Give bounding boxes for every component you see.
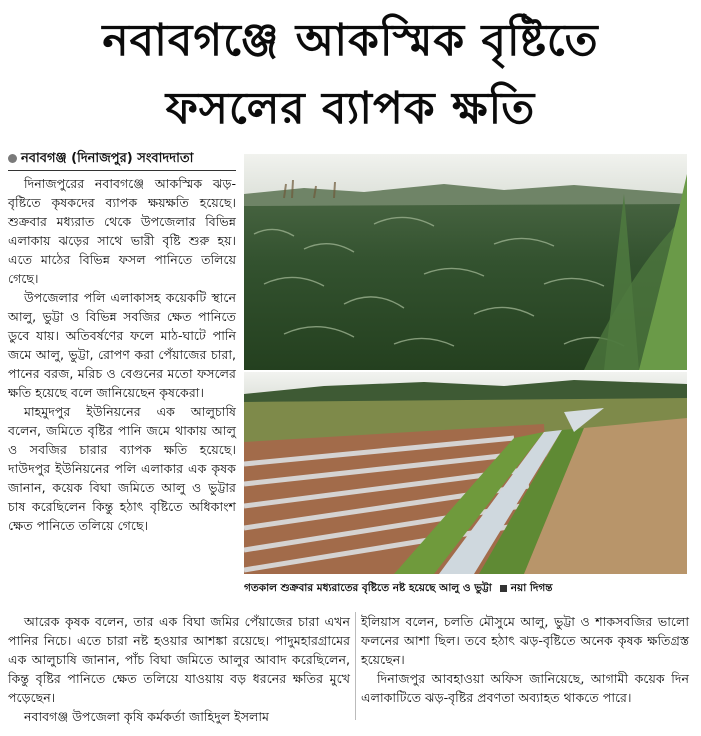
byline bbox=[8, 150, 236, 168]
article-column-bottom-right bbox=[361, 612, 689, 707]
column-divider bbox=[355, 612, 356, 720]
photo-waterlogged-potato-field bbox=[244, 372, 687, 574]
headline-line-1: নবাবগঞ্জে আকস্মিক বৃষ্টিতে bbox=[102, 15, 599, 66]
paragraph: দিনাজপুরের নবাবগঞ্জে আকস্মিক ঝড়-বৃষ্টিতে কৃষকদের ব্যাপক ক্ষয়ক্ষতি হয়েছে। শুক্রবার মধ্যরাত থেকে উপজেলার বিভিন্ন এলাকায় ঝড়ের সাথে ভারী বৃষ্টি শুরু হয়। এতে মাঠের বিভিন্ন ফসল পানিতে তলিয়ে গেছে। bbox=[8, 176, 236, 286]
paragraph: ইলিয়াস বলেন, চলতি মৌসুমে আলু, ভুট্টা ও শাকসবজির ভালো ফলনের আশা ছিল। তবে হঠাৎ ঝড়-বৃষ্টিতে অনেক কৃষক ক্ষতিগ্রস্ত হয়েছেন। bbox=[361, 614, 689, 667]
paragraph: আরেক কৃষক বলেন, তার এক বিঘা জমির পেঁয়াজের চারা এখন পানির নিচে। এতে চারা নষ্ট হওয়ার আশঙ্কা রয়েছে। পাদুমহারগ্রামের এক আলুচাষি জানান, পাঁচ বিঘা জমিতে আলুর আবাদ করেছিলেন, কিন্তু বৃষ্টির পানিতে ক্ষেত তলিয়ে যাওয়ায় বড় ধরনের ক্ষতির মুখে পড়েছেন। bbox=[8, 614, 350, 705]
headline-line-2: ফসলের ব্যাপক ক্ষতি bbox=[165, 83, 536, 134]
article-column-left bbox=[8, 174, 236, 535]
photo-caption bbox=[244, 580, 687, 596]
bullet-icon bbox=[8, 154, 17, 163]
paragraph: উপজেলার পলি এলাকাসহ কয়েকটি স্থানে আলু, ভুট্টা ও বিভিন্ন সবজির ক্ষেত পানিতে ডুবে যায়। অতিবর্ষণের ফলে মাঠ-ঘাটে পানি জমে আলু, ভুট্টা, রোপণ করা পেঁয়াজের চারা, পানের বরজ, মরিচ ও বেগুনের মতো ফসলের ক্ষতি হয়েছে বলে জানিয়েছেন কৃষকেরা। bbox=[8, 290, 236, 400]
byline-text: নবাবগঞ্জ (দিনাজপুর) সংবাদদাতা bbox=[21, 151, 194, 166]
caption-text: গতকাল শুক্রবার মধ্যরাতের বৃষ্টিতে নষ্ট হয়েছে আলু ও ভুট্টা bbox=[244, 582, 492, 594]
byline-divider bbox=[8, 170, 236, 171]
paragraph: দিনাজপুর আবহাওয়া অফিস জানিয়েছে, আগামী কয়েক দিন এলাকাটিতে ঝড়-বৃষ্টির প্রবণতা অব্যাহত থাকতে পারে। bbox=[361, 671, 689, 705]
paragraph: মাহমুদপুর ইউনিয়নের এক আলুচাষি বলেন, জমিতে বৃষ্টির পানি জমে থাকায় আলু ও সবজির চারার ব্যাপক ক্ষতি হয়েছে। দাউদপুর ইউনিয়নের পলি এলাকার এক কৃষক জানান, কয়েক বিঘা জমিতে আলু ও ভুট্টার চাষ করেছিলেন কিন্তু হঠাৎ বৃষ্টিতে অধিকাংশ ক্ষেত পানিতে তলিয়ে গেছে। bbox=[8, 404, 236, 533]
photo-credit: নয়া দিগন্ত bbox=[510, 582, 553, 594]
square-bullet-icon bbox=[500, 585, 507, 592]
article-column-bottom-left bbox=[8, 612, 350, 726]
photo-flattened-maize-field bbox=[244, 154, 687, 370]
paragraph: নবাবগঞ্জ উপজেলা কৃষি কর্মকর্তা জাহিদুল ইসলাম bbox=[24, 709, 270, 724]
